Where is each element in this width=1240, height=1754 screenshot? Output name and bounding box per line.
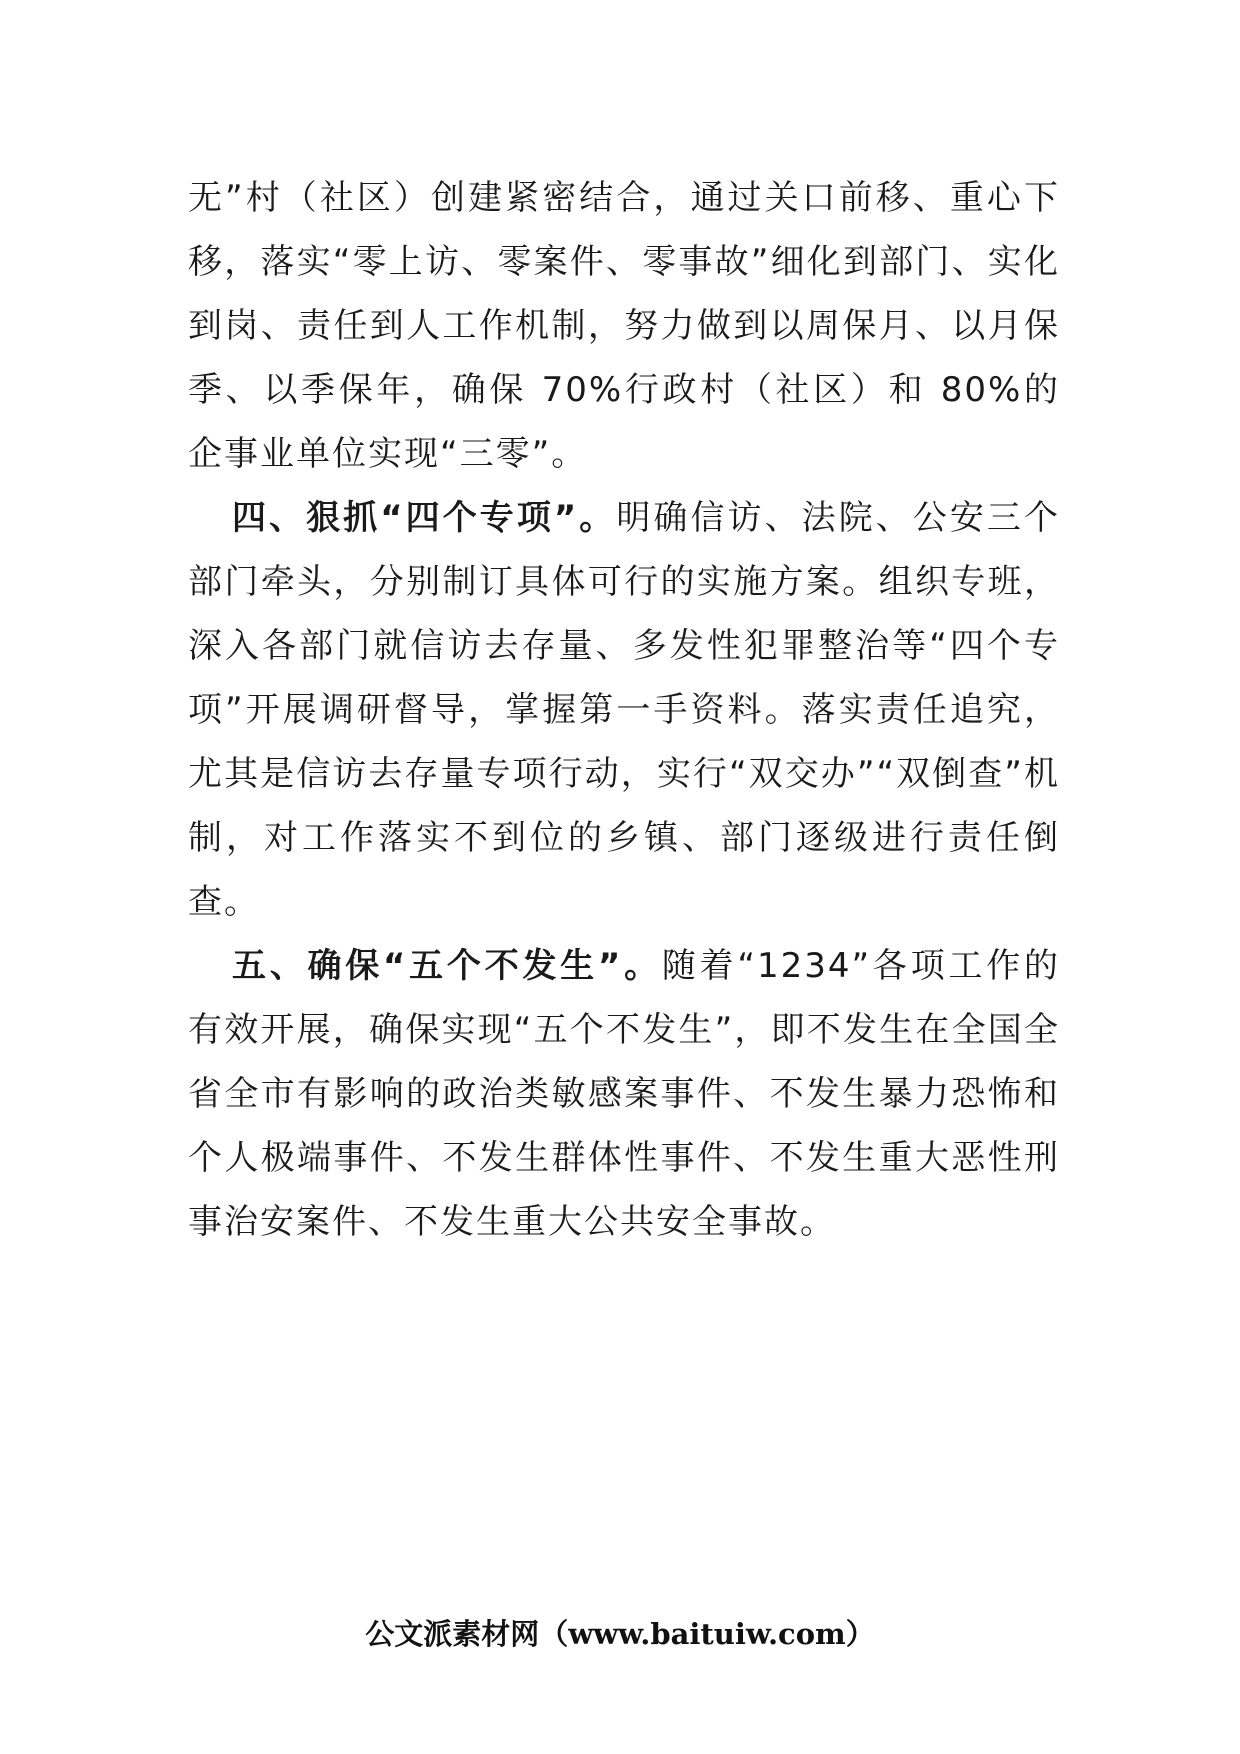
document-body xyxy=(188,166,1060,1254)
paragraph-section-five xyxy=(188,934,1060,1254)
paragraph-text: 无”村（社区）创建紧密结合，通过关口前移、重心下移，落实“零上访、零案件、零事故”细化到部门、实化到岗、责任到人工作机制，努力做到以周保月、以月保季、以季保年，确保 70%行政村（社区）和 80%的企事业单位实现“三零”。 xyxy=(188,178,1060,474)
paragraph-section-four xyxy=(188,486,1060,934)
paragraph-text: 随着“1234”各项工作的有效开展，确保实现“五个不发生”，即不发生在全国全省全市有影响的政治类敏感案事件、不发生暴力恐怖和个人极端事件、不发生群体性事件、不发生重大恶性刑事治安案件、不发生重大公共安全事故。 xyxy=(188,946,1060,1242)
footer-source: 公文派素材网（www.baituiw.com） xyxy=(365,1617,875,1651)
section-heading: 四、狠抓“四个专项”。 xyxy=(232,498,617,538)
paragraph-continuation xyxy=(188,166,1060,486)
paragraph-text: 明确信访、法院、公安三个部门牵头，分别制订具体可行的实施方案。组织专班，深入各部门就信访去存量、多发性犯罪整治等“四个专项”开展调研督导，掌握第一手资料。落实责任追究，尤其是信访去存量专项行动，实行“双交办”“双倒查”机制，对工作落实不到位的乡镇、部门逐级进行责任倒查。 xyxy=(188,498,1060,922)
section-heading: 五、确保“五个不发生”。 xyxy=(232,946,662,986)
